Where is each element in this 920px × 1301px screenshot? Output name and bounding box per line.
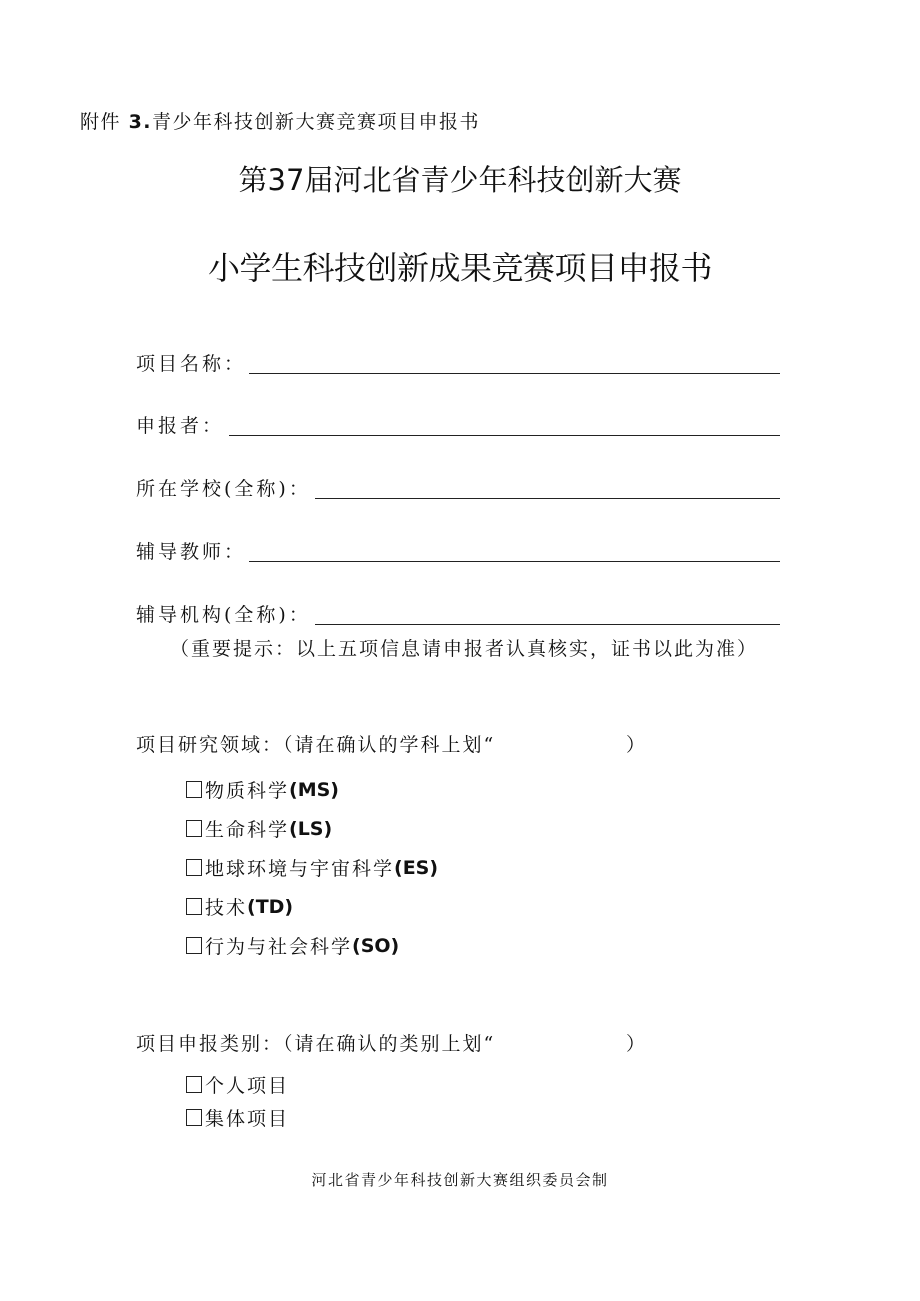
- tutor-input-line[interactable]: [249, 561, 780, 562]
- option-so[interactable]: 行为与社会科学 (SO): [186, 932, 399, 959]
- field-label: 项目名称：: [136, 353, 247, 375]
- attachment-text: 青少年科技创新大赛竞赛项目申报书: [152, 111, 481, 133]
- project-name-input-line[interactable]: [249, 373, 780, 374]
- important-note: （重要提示：以上五项信息请申报者认真核实，证书以此为准）: [170, 638, 759, 660]
- field-label: 辅导机构(全称)：: [136, 604, 311, 626]
- checkbox-icon[interactable]: [186, 859, 202, 876]
- school-input-line[interactable]: [315, 498, 780, 499]
- attachment-prefix: 附件: [80, 111, 122, 133]
- tutor-institution-input-line[interactable]: [315, 624, 780, 625]
- checkbox-icon[interactable]: [186, 937, 202, 954]
- footer-issuer: 河北省青少年科技创新大赛组织委员会制: [311, 1171, 609, 1189]
- research-area-prompt: [136, 730, 648, 757]
- category-prompt: [136, 1029, 648, 1056]
- option-td[interactable]: 技术 (TD): [186, 893, 293, 920]
- form-title: 小学生科技创新成果竞赛项目申报书: [207, 249, 712, 287]
- field-label: 申报者：: [136, 415, 225, 437]
- option-ls[interactable]: 生命科学 (LS): [186, 815, 332, 842]
- checkbox-icon[interactable]: [186, 781, 202, 798]
- research-area-close: ）: [626, 734, 648, 756]
- option-group[interactable]: 集体项目: [186, 1104, 289, 1131]
- checkbox-icon[interactable]: [186, 1109, 202, 1126]
- checkbox-icon[interactable]: [186, 820, 202, 837]
- option-individual[interactable]: 个人项目: [186, 1071, 289, 1098]
- option-es[interactable]: 地球环境与宇宙科学 (ES): [186, 854, 438, 881]
- checkbox-icon[interactable]: [186, 1076, 202, 1093]
- category-prompt-text: 项目申报类别：（请在确认的类别上划“: [136, 1033, 496, 1055]
- research-area-prompt-text: 项目研究领域：（请在确认的学科上划“: [136, 734, 496, 756]
- competition-title: 第37届河北省青少年科技创新大赛: [238, 163, 682, 197]
- field-label: 所在学校(全称)：: [136, 478, 311, 500]
- checkbox-icon[interactable]: [186, 898, 202, 915]
- applicant-input-line[interactable]: [229, 435, 780, 436]
- category-close: ）: [626, 1033, 648, 1055]
- option-ms[interactable]: 物质科学 (MS): [186, 776, 339, 803]
- attachment-header: [80, 107, 480, 134]
- field-label: 辅导教师：: [136, 541, 247, 563]
- attachment-number: 3.: [128, 111, 153, 133]
